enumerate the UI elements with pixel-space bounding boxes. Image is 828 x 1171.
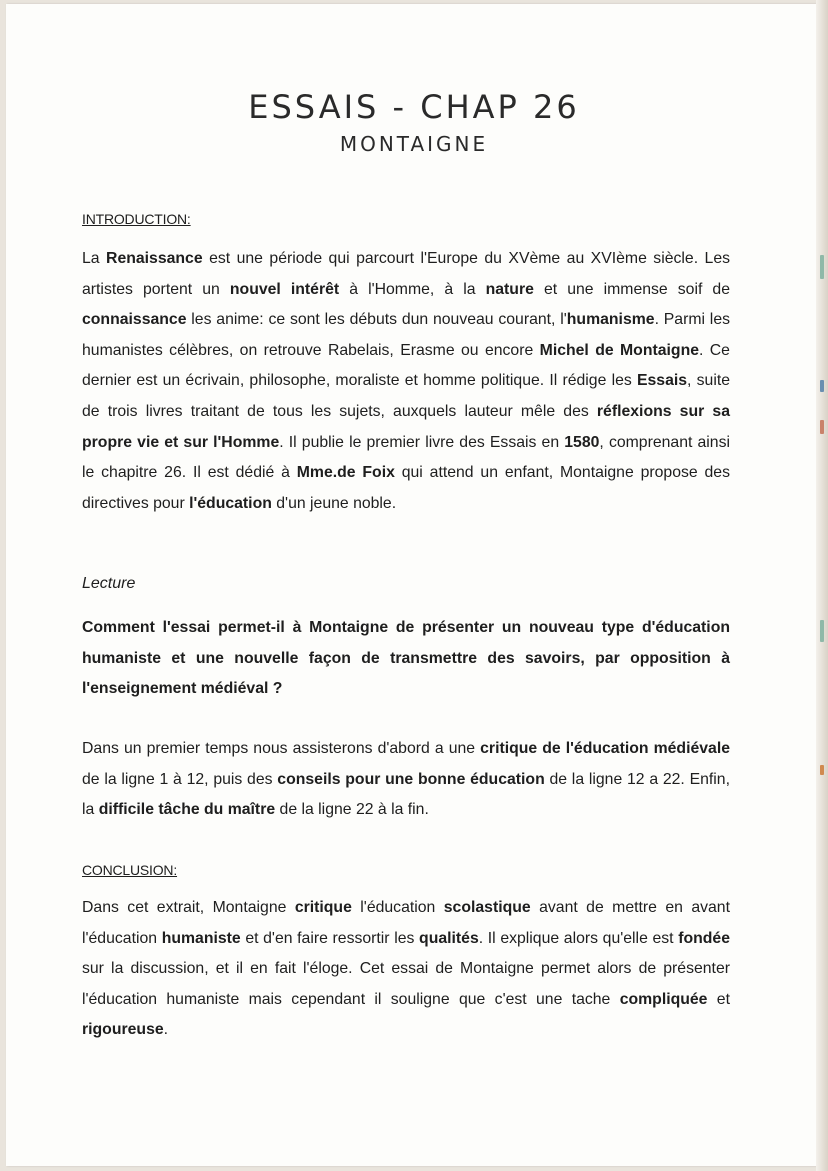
text-run: sur la discussion, et il en fait l'éloge. Cet essai de Montaigne permet alors de présenter l'éducation humaniste mais cependant il souligne que c'est une tache bbox=[82, 960, 730, 1008]
bold-phrase: humanisme bbox=[566, 311, 655, 329]
bold-phrase: Renaissance bbox=[106, 250, 203, 267]
bold-phrase: compliquée bbox=[619, 990, 708, 1008]
bold-phrase: nature bbox=[485, 280, 534, 298]
bold-phrase: Essais bbox=[636, 372, 688, 390]
plan-text bbox=[82, 734, 730, 826]
bold-phrase: nouvel intérêt bbox=[229, 280, 340, 298]
text-run: à l'Homme, à la bbox=[339, 280, 486, 298]
conclusion-heading: CONCLUSION: bbox=[82, 862, 178, 878]
text-run: d'un jeune noble. bbox=[271, 494, 397, 512]
bold-phrase: critique de l'éducation médiévale bbox=[480, 740, 730, 757]
text-run: . Ce dernier est un écrivain, philosophe, moraliste et homme politique. Il rédige les bbox=[82, 341, 730, 390]
page-title: ESSAIS - CHAP 26 bbox=[248, 88, 580, 126]
bold-phrase: réflexions sur sa propre vie et sur l'Homme bbox=[82, 402, 730, 451]
text-run: de la ligne 1 à 12, puis des bbox=[82, 770, 278, 788]
problematique-text: Comment l'essai permet-il à Montaigne de présenter un nouveau type d'éducation humaniste et une nouvelle façon de transmettre des savoirs, par opposition à l'enseignement médiéval ? bbox=[82, 619, 730, 698]
introduction-text bbox=[82, 244, 730, 519]
text-run: est une période qui parcourt l'Europe du XVème au XVIème siècle. Les artistes portent un bbox=[82, 250, 731, 298]
text-run: et bbox=[707, 990, 730, 1008]
text-run: qui attend un enfant, Montaigne propose des directives pour bbox=[82, 464, 730, 512]
bold-phrase: Michel de Montaigne bbox=[539, 341, 699, 359]
edge-mark bbox=[820, 420, 824, 434]
text-run: La bbox=[82, 250, 107, 267]
bold-phrase: l'éducation bbox=[189, 494, 272, 512]
text-run: Dans cet extrait, Montaigne bbox=[82, 899, 295, 916]
edge-mark bbox=[820, 380, 824, 392]
page-subtitle: MONTAIGNE bbox=[339, 132, 489, 156]
bold-phrase: 1580 bbox=[564, 433, 600, 451]
text-run: avant de mettre en avant l'éducation bbox=[82, 899, 730, 947]
text-run: et d'en faire ressortir les bbox=[240, 929, 420, 947]
text-run: Dans un premier temps nous assisterons d'abord a une bbox=[82, 740, 481, 757]
bold-phrase: Mme.de Foix bbox=[296, 464, 395, 482]
introduction-heading: INTRODUCTION: bbox=[82, 211, 191, 227]
text-run: de la ligne 12 a 22. Enfin, la bbox=[82, 770, 730, 819]
text-run: . Il explique alors qu'elle est bbox=[478, 929, 679, 947]
bold-phrase: qualités bbox=[419, 929, 479, 947]
bold-phrase: humaniste bbox=[161, 929, 241, 947]
conclusion-text bbox=[82, 893, 730, 1046]
bold-phrase: conseils pour une bonne éducation bbox=[277, 770, 545, 788]
bold-phrase: fondée bbox=[678, 929, 730, 947]
text-run: de la ligne 22 à la fin. bbox=[275, 801, 429, 819]
edge-mark bbox=[820, 765, 824, 775]
bold-phrase: difficile tâche du maître bbox=[98, 801, 276, 819]
edge-mark bbox=[820, 620, 824, 642]
text-run: l'éducation bbox=[351, 899, 444, 916]
text-run: . Parmi les humanistes célèbres, on retrouve Rabelais, Erasme ou encore bbox=[82, 311, 730, 359]
text-run: , suite de trois livres traitant de tous les sujets, auxquels lauteur mêle des bbox=[82, 372, 730, 420]
page-edge bbox=[816, 0, 828, 1171]
bold-phrase: critique bbox=[294, 899, 352, 916]
text-run: et une immense soif de bbox=[533, 280, 730, 298]
lecture-label: Lecture bbox=[82, 575, 136, 592]
text-run: . Il publie le premier livre des Essais en bbox=[279, 433, 565, 451]
text-run: , comprenant ainsi le chapitre 26. Il est dédié à bbox=[82, 433, 730, 482]
text-run: . bbox=[163, 1021, 169, 1039]
bold-phrase: rigoureuse bbox=[82, 1021, 164, 1039]
bold-phrase: connaissance bbox=[82, 311, 187, 329]
bold-phrase: scolastique bbox=[443, 899, 531, 916]
text-run: les anime: ce sont les débuts dun nouveau courant, l' bbox=[186, 311, 567, 329]
edge-mark bbox=[820, 255, 824, 279]
